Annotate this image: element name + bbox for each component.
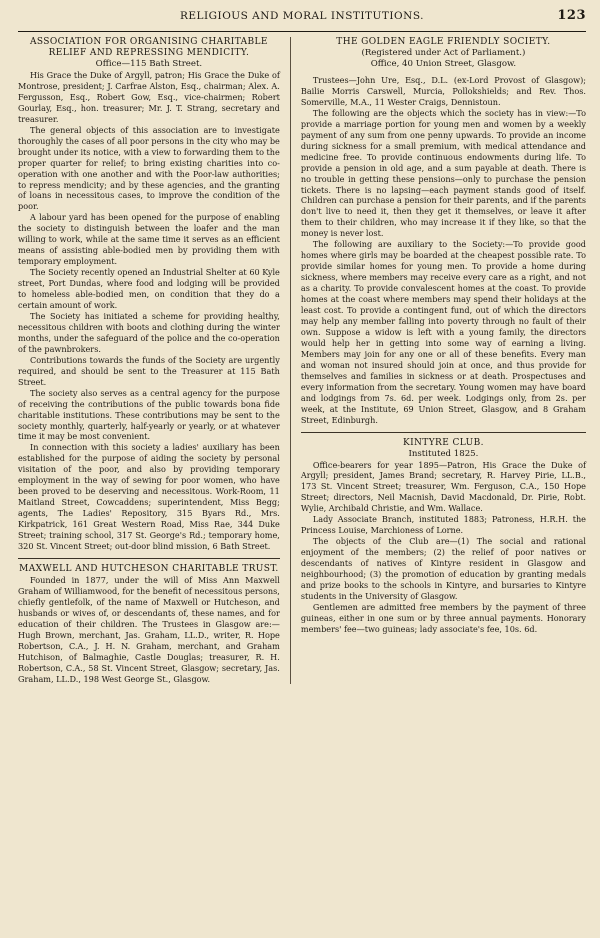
section-title-golden-eagle: THE GOLDEN EAGLE FRIENDLY SOCIETY. [336, 37, 551, 47]
paragraph: Trustees—John Ure, Esq., D.L. (ex-Lord Provost of Glasgow); Bailie Morris Carswell, Murcia, Pollokshields; and Rev. Thos. Somerville, M.A., 11 Wester Craigs, Dennistoun. [300, 75, 586, 107]
instituted-line: Instituted 1825. [408, 448, 479, 459]
page-number: 123 [557, 8, 586, 23]
office-line-golden-eagle: Office, 40 Union Street, Glasgow. [370, 59, 517, 69]
paragraph: The objects of the Club are—(1) The social and rational enjoyment of the members; (2) the relief of poor natives or descendants of natives of Kintyre resident in Glasgow and neighbourhood; (3) the promotion of education by granting medals and prize books to the schools in Kintyre, and bursaries to Kintyre students in the University of Glasgow. [300, 536, 586, 601]
section-title-maxwell: MAXWELL AND HUTCHESON CHARITABLE TRUST. [19, 563, 279, 574]
running-title: RELIGIOUS AND MORAL INSTITUTIONS. [179, 10, 425, 22]
paragraph: The Society has initiated a scheme for providing healthy, necessitous children with boots and clothing during the winter months, under the safeguard of the police and the co-operation of the pawnbrokers. [18, 310, 280, 354]
section-title-association: ASSOCIATION FOR ORGANISING CHARITABLE RELIEF AND REPRESSING MENDICITY. [29, 37, 268, 58]
paragraph: Office-bearers for year 1895—Patron, His Grace the Duke of Argyll; president, James Brand; secretary, R. Harvey Pirie, LL.B., 173 St. Vincent Street; treasurer, Wm. Ferguson, C.A., 150 Hope Street; directors, Neil Macnish, David Macdonald, Dr. Pirie, Robt. Wylie, Archibald Christie, and Wm. Wallace. [300, 459, 586, 514]
paragraph: The following are the objects which the society has in view:—To provide a marriage portion for young men and women by a weekly payment of any sum from one penny upwards. To provide an income during sickness for a small premium, with medical attendance and medicine free. To provide continuous endowments during life. To provide a pension in old age, and a sum payable at death. There is no trouble in getting these pensions—only to purchase the pension tickets. There is no lapsing—each payment stands good of itself. Children can purchase a pension for their parents, and if the parents don't live to need it, then they get it themselves, or leave it after them to their children, who may increase it if they like, so that the money is never lost. [300, 107, 586, 239]
left-column [18, 37, 280, 684]
office-line-association: Office—115 Bath Street. [95, 59, 203, 69]
running-head [18, 10, 586, 28]
paragraph: The Society recently opened an Industrial Shelter at 60 Kyle street, Port Dundas, where food and lodging will be provided to homeless able-bodied men, on condition that they do a certain amount of work. [18, 267, 280, 311]
column-divider [290, 37, 291, 684]
section-divider [18, 558, 280, 559]
section-title-kintyre: KINTYRE CLUB. [402, 437, 484, 448]
paragraph: In connection with this society a ladies' auxiliary has been established for the purpose of aiding the society by personal visitation of the poor, and also by providing temporary employment in the way of sewing for poor women, who have been proved to be deserving and necessitous. Work-Room, 11 Maitland Street, Cowcaddens; superintendent, Miss Begg; agents, The Ladies' Repository, 315 Byars Rd., Mrs. Kirkpatrick, 161 Great Western Road, Miss Rae, 344 Duke Street; training school, 317 St. George's Rd.; temporary home, 320 St. Vincent Street; out-door blind mission, 6 Bath Street. [18, 442, 280, 551]
paragraph: The following are auxiliary to the Society:—To provide good homes where girls may be boarded at the cheapest possible rate. To provide similar homes for young men. To provide a home during sickness, where members may receive every care as a right, and not as a charity. To provide convalescent homes at the coast. To provide homes at the coast where members may spend their holidays at the least cost. To provide a contingent fund, out of which the directors may help any member falling into poverty through no fault of their own. Suppose a widow is left with a young family, the directors would help her in getting into some way of earning a living. Members may join for any one or all of these benefits. Every man and woman not insured should join at once, and thus provide for themselves and families in sickness or at death. Prospectuses and every information from the secretary. Young women may have board and lodgings from 7s. 6d. per week. Lodgings only, from 2s. per week, at the Institute, 69 Union Street, Glasgow, and 8 Graham Street, Edinburgh. [300, 239, 586, 425]
paragraph: His Grace the Duke of Argyll, patron; His Grace the Duke of Montrose, president; J. Carfrae Alston, Esq., chairman; Alex. A. Fergusson, Esq., Robert Gow, Esq., vice-chairmen; Robert Gourlay, Esq., hon. treasurer; Mr. J. T. Strang, secretary and treasurer. [18, 70, 280, 124]
paragraph: Lady Associate Branch, instituted 1883; Patroness, H.R.H. the Princess Louise, Marchioness of Lorne. [300, 514, 586, 536]
paragraph: A labour yard has been opened for the purpose of enabling the society to distinguish between the loafer and the man willing to work, while at the same time it serves as an efficient means of assisting able-bodied men by providing them with temporary employment. [18, 212, 280, 267]
paragraph: The general objects of this association are to investigate thoroughly the cases of all poor persons in the city who may be brought under its notice, with a view to forwarding them to the proper quarter for relief; to bring existing charities into co-operation with one another and with the Poor-law authorities; to repress mendicity; and by these agencies, and the granting of loans in necessitous cases, to improve the condition of the poor. [18, 124, 280, 212]
paragraph: Contributions towards the funds of the Society are urgently required, and should be sent to the Treasurer at 115 Bath Street. [18, 354, 280, 387]
registered-line: (Registered under Act of Parliament.) [361, 48, 526, 58]
paragraph: Gentlemen are admitted free members by the payment of three guineas, either in one sum or by three annual payments. Honorary members' fee—two guineas; lady associate's fee, 10s. 6d. [300, 601, 586, 634]
two-column-body [18, 37, 586, 684]
right-column [301, 37, 586, 684]
paragraph: The society also serves as a central agency for the purpose of receiving the contributions of the public towards bona fide charitable institutions. These contributions may be sent to the society monthly, quarterly, half-yearly or yearly, or at whatever time it may be most convenient. [18, 387, 280, 442]
header-rule [18, 31, 586, 32]
section-divider [301, 432, 586, 433]
paragraph: Founded in 1877, under the will of Miss Ann Maxwell Graham of Williamwood, for the benefit of necessitous persons, chiefly gentlefolk, of the name of Maxwell or Hutcheson, and husbands or wives of, or descendants of, these names, and for education of their children. The Trustees in Glasgow are:—Hugh Brown, merchant, Jas. Graham, LL.D., writer, R. Hope Robertson, C.A., J. H. N. Graham, merchant, and Graham Hutchison, of Balmaghie, Castle Douglas; treasurer, R. H. Robertson, C.A., 58 St. Vincent Street, Glasgow; secretary, Jas. Graham, LL.D., 198 West George St., Glasgow. [18, 574, 280, 684]
